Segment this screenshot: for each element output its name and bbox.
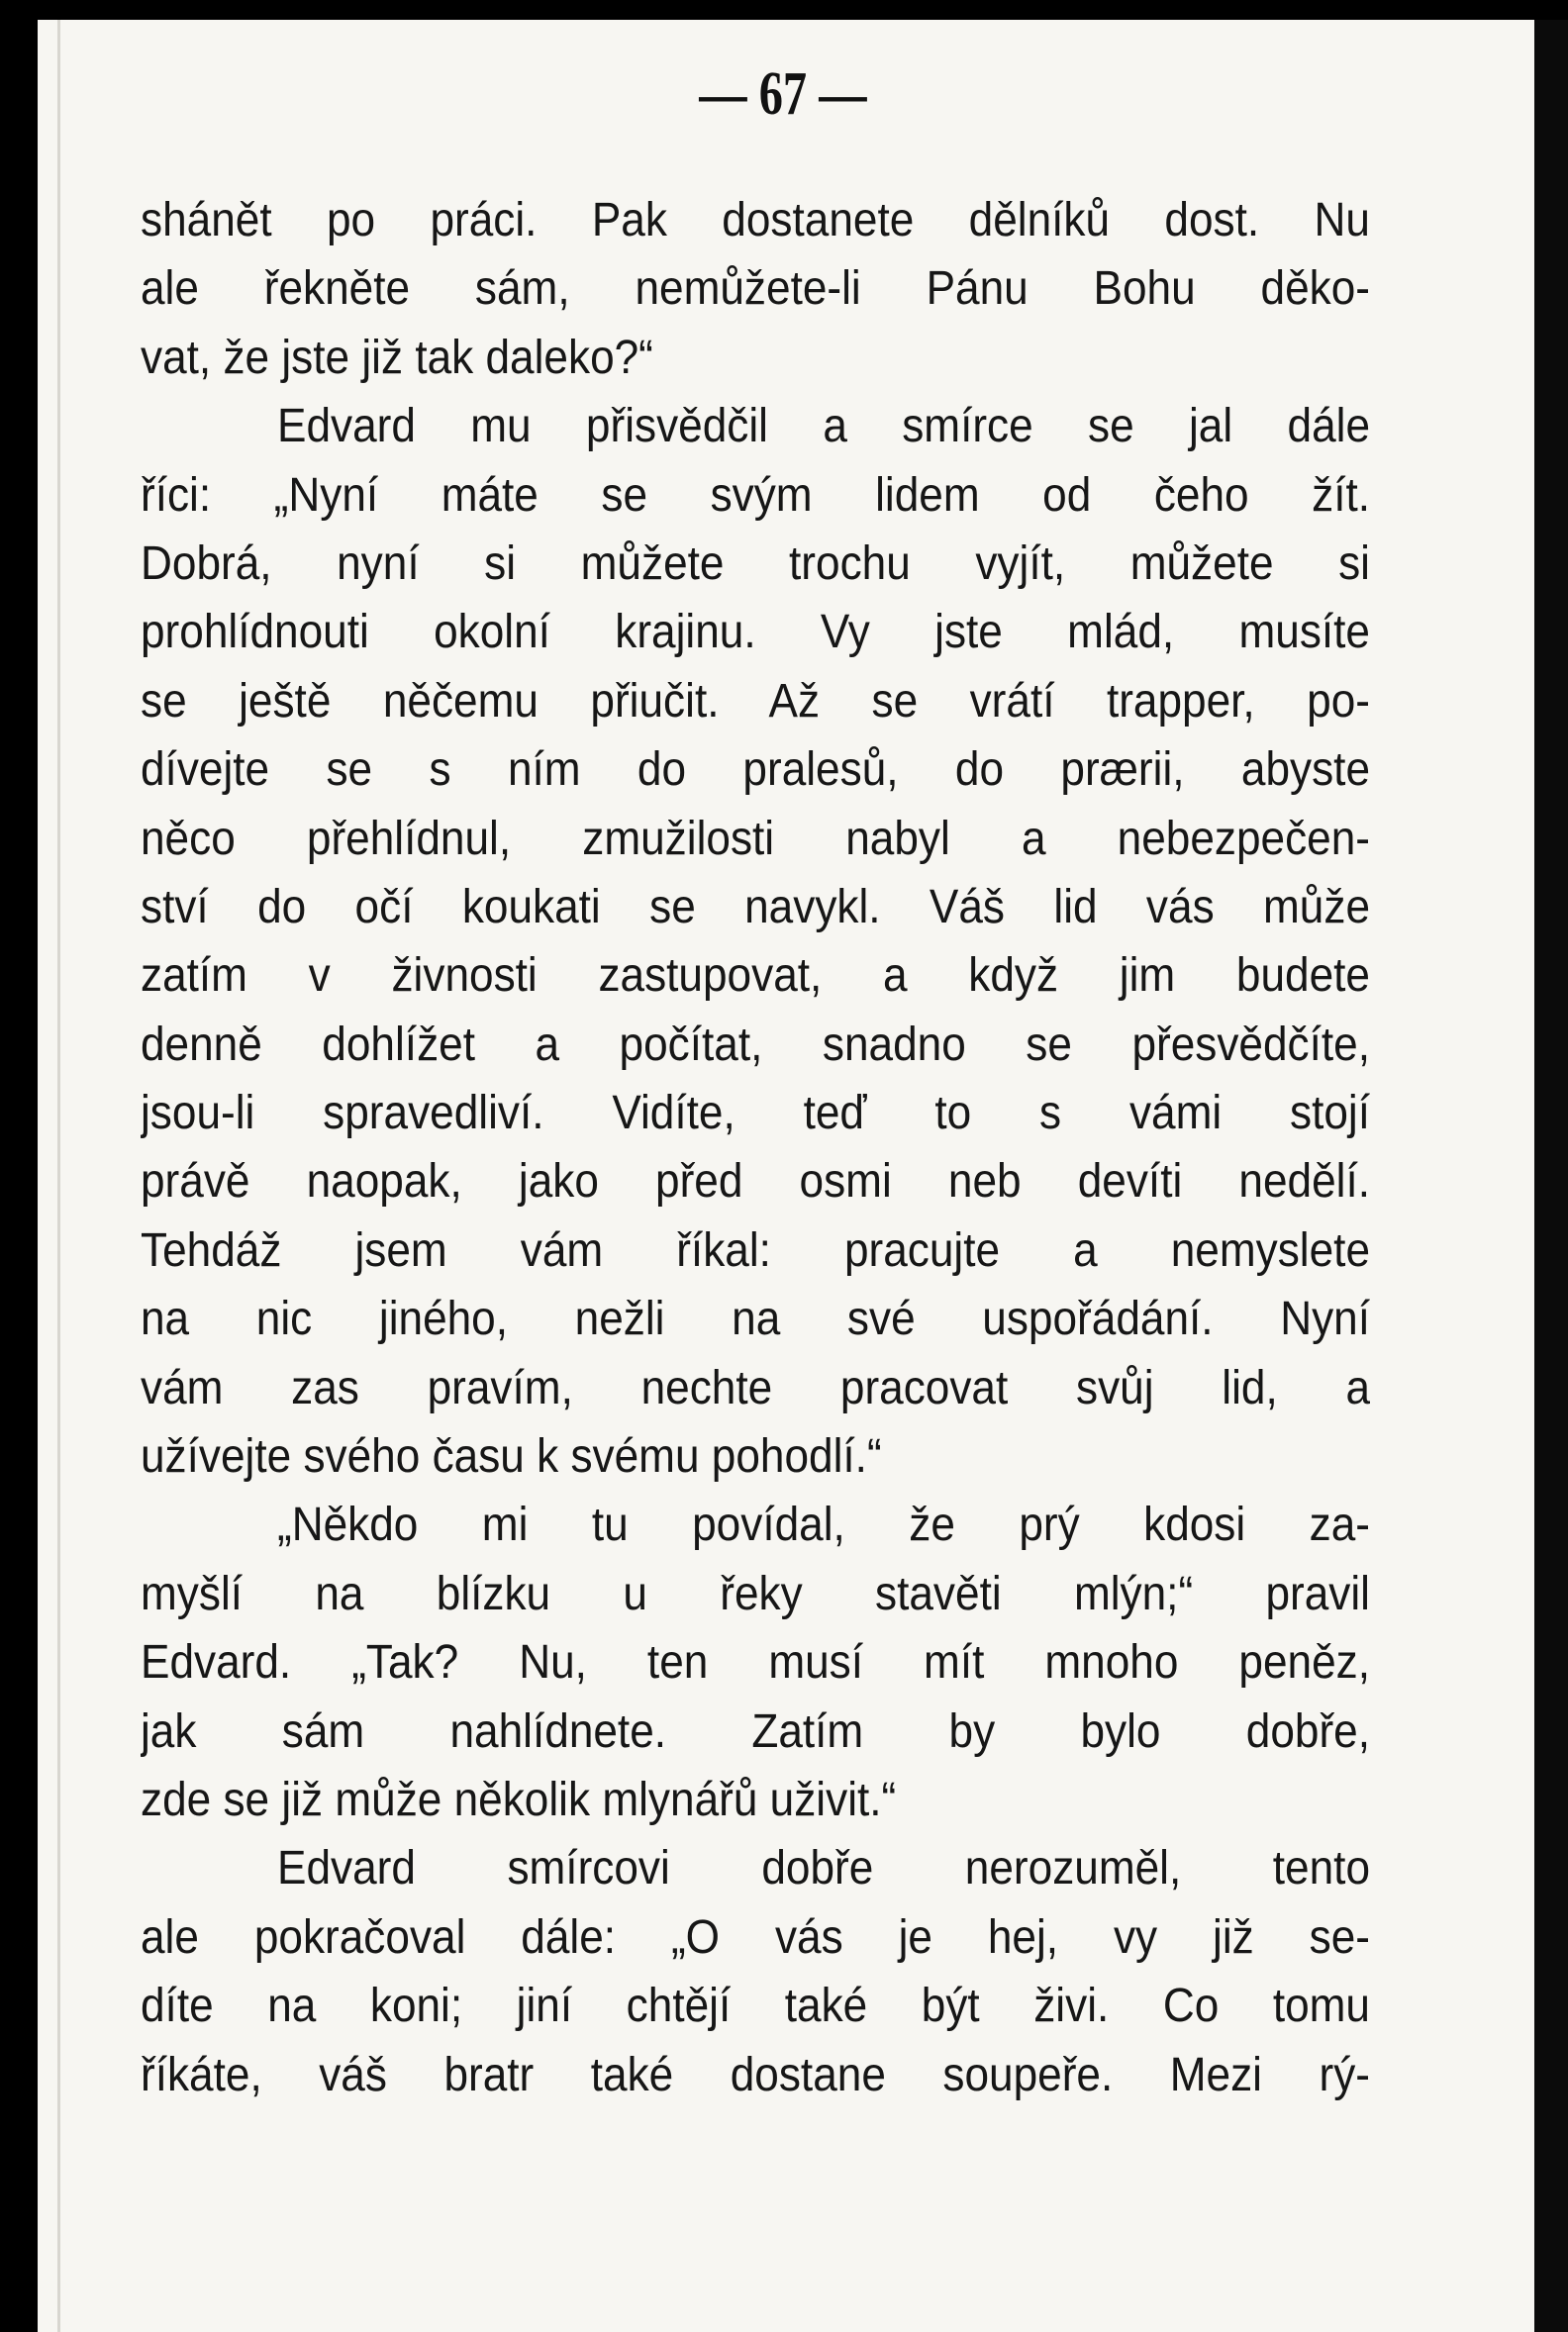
text-line: říci: „Nyní máte se svým lidem od čeho žít.: [141, 468, 1370, 522]
text-line: Dobrá, nyní si můžete trochu vyjít, můžete si: [141, 536, 1370, 590]
text-line: Tehdáž jsem vám říkal: pracujte a nemyslete: [141, 1223, 1370, 1277]
text-line: říkáte, váš bratr také dostane soupeře. Mezi rý-: [141, 2048, 1370, 2101]
text-line: zatím v živnosti zastupovat, a když jim budete: [141, 949, 1370, 1003]
book-page: [38, 20, 1534, 2332]
body-text: [141, 186, 1370, 2109]
text-line: ale řekněte sám, nemůžete-li Pánu Bohu děko-: [141, 262, 1370, 316]
page-number: — 67 —: [699, 60, 867, 128]
text-line: ale pokračoval dále: „O vás je hej, vy již se-: [141, 1910, 1370, 1964]
text-line: vat, že jste již tak daleko?“: [141, 331, 653, 384]
text-line: právě naopak, jako před osmi neb devíti nedělí.: [141, 1155, 1370, 1209]
text-line: zde se již může několik mlynářů uživit.“: [141, 1773, 897, 1826]
text-line: dívejte se s ním do pralesů, do prærii, abyste: [141, 743, 1370, 797]
text-line: něco přehlídnul, zmužilosti nabyl a nebezpečen-: [141, 812, 1370, 865]
text-line: se ještě něčemu přiučit. Až se vrátí trapper, po-: [141, 674, 1370, 728]
text-line: „Někdo mi tu povídal, že prý kdosi za-: [277, 1499, 1370, 1552]
text-line: jsou-li spravedliví. Vidíte, teď to s vámi stojí: [141, 1087, 1370, 1140]
text-line: Edvard smírcovi dobře nerozuměl, tento: [277, 1842, 1370, 1895]
text-line: vám zas pravím, nechte pracovat svůj lid, a: [141, 1361, 1370, 1414]
binding-shadow: [57, 20, 60, 2332]
text-line: denně dohlížet a počítat, snadno se přesvědčíte,: [141, 1018, 1370, 1071]
text-line: prohlídnouti okolní krajinu. Vy jste mlád, musíte: [141, 606, 1370, 659]
text-line: shánět po práci. Pak dostanete dělníků dost. Nu: [141, 194, 1370, 246]
text-line: na nic jiného, nežli na své uspořádání. Nyní: [141, 1293, 1370, 1346]
text-line: Edvard. „Tak? Nu, ten musí mít mnoho peněz,: [141, 1636, 1370, 1690]
text-line: jak sám nahlídnete. Zatím by bylo dobře,: [141, 1704, 1370, 1758]
text-line: myšlí na blízku u řeky stavěti mlýn;“ pravil: [141, 1567, 1370, 1620]
text-line: díte na koni; jiní chtějí také být živi. Co tomu: [141, 1980, 1370, 2033]
text-line: užívejte svého času k svému pohodlí.“: [141, 1430, 882, 1484]
text-line: ství do očí koukati se navykl. Váš lid vás může: [141, 880, 1370, 933]
text-line: Edvard mu přisvědčil a smírce se jal dále: [277, 400, 1370, 453]
page-edge: [1534, 20, 1568, 2332]
